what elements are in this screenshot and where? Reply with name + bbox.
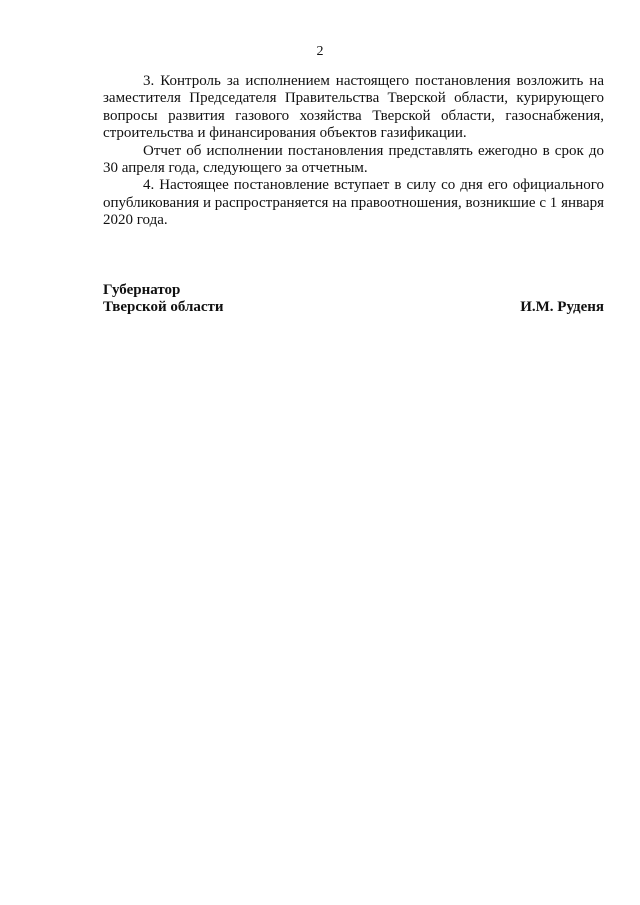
paragraph-report: Отчет об исполнении постановления представлять ежегодно в срок до 30 апреля года, следующего за отчетным. — [103, 142, 604, 177]
paragraph-control: 3. Контроль за исполнением настоящего постановления возложить на заместителя Председателя Правительства Тверской области, курирующего вопросы развития газового хозяйства Тверской области, газоснабжения, строительства и финансирования объектов газификации. — [103, 73, 604, 142]
document-body — [103, 73, 604, 230]
signature-row — [103, 299, 604, 316]
page-number: 2 — [316, 44, 324, 59]
signatory-name: И.М. Руденя — [520, 299, 604, 316]
signature-block — [103, 282, 604, 317]
paragraph-effective-date: 4. Настоящее постановление вступает в силу со дня его официального опубликования и распространяется на правоотношения, возникшие с 1 января 2020 года. — [103, 177, 604, 229]
signatory-position: Губернатор — [103, 282, 181, 298]
signatory-region: Тверской области — [103, 299, 224, 316]
